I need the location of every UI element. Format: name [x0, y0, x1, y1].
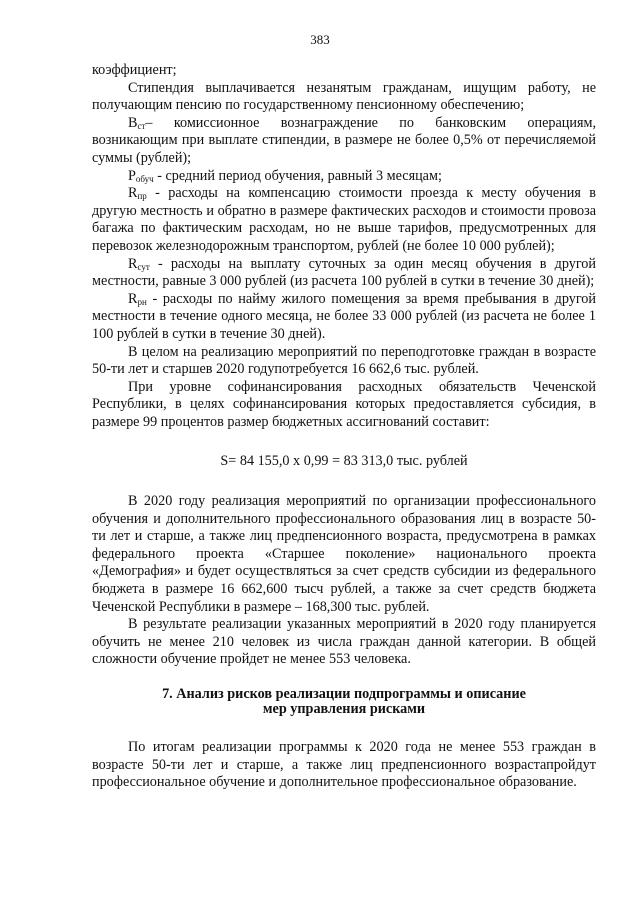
- symbol-p-subscript: обуч: [135, 173, 154, 184]
- page-number: 383: [310, 32, 330, 47]
- symbol-r-pr: R: [128, 185, 138, 202]
- study-period-text: - средний период обучения, равный 3 месяцам;: [153, 167, 442, 184]
- section-heading-line2: мер управления рисками: [262, 701, 426, 717]
- symbol-r-rn-subscript: рн: [137, 296, 147, 307]
- paragraph-daily-allowance: [92, 256, 596, 291]
- housing-text: - расходы по найму жилого помещения за время пребывания в другой местности в течение одного месяца, не более 33 000 рублей (из расчета не более 1 100 рублей в сутки в течение 30 дней).: [92, 290, 596, 342]
- travel-costs-text: - расходы на компенсацию стоимости проезда к месту обучения в другую местность и обратно в размере фактических расходов и стоимости провоза багажа по фактическим расходам, но не выше тарифов, предусмотренных для перевозок железнодорожным транспортом, рублей (не более 10 000 рублей);: [92, 185, 596, 254]
- paragraph-commission: [92, 115, 596, 168]
- commission-text: – комиссионное вознаграждение по банковским операциям, возникающим при выплате стипендии, в размере не более 0,5% от перечисляемой суммы (рублей);: [92, 114, 596, 166]
- symbol-r-pr-subscript: пр: [137, 191, 147, 202]
- paragraph-total-cost: В целом на реализацию мероприятий по переподготовке граждан в возрасте 50-ти лет и старшев 2020 годупотребуется 16 662,6 тыс. рублей.: [92, 343, 596, 378]
- symbol-p: Р: [128, 167, 136, 184]
- symbol-b: В: [128, 114, 138, 131]
- symbol-r-rn: R: [128, 290, 138, 307]
- paragraph-stipend: Стипендия выплачивается незанятым гражданам, ищущим работу, не получающим пенсию по государственному пенсионному обеспечению;: [92, 79, 596, 114]
- symbol-r-sut-subscript: сут: [137, 261, 150, 272]
- symbol-r-sut: R: [128, 255, 138, 272]
- symbol-b-subscript: ст: [137, 120, 146, 131]
- paragraph-implementation: В 2020 году реализация мероприятий по организации профессионального обучения и дополнительного профессионального образования лиц в возрасте 50-ти лет и старше, а также лиц предпенсионного возраста, предусмотрена в рамках федерального проекта «Старшее поколение» национального проекта «Демография» и будет осуществляться за счет средств субсидии из федерального бюджета в размере 16 662,600 тысч рублей, а также за счет средств бюджета Чеченской Республики в размере – 168,300 тыс. рублей.: [92, 493, 596, 615]
- paragraph-housing: [92, 291, 596, 344]
- daily-allowance-text: - расходы на выплату суточных за один месяц обучения в другой местности, равные 3 000 рублей (из расчета 100 рублей в сутки в течение 30 дней);: [92, 255, 596, 290]
- document-body: [92, 62, 596, 792]
- paragraph-travel-costs: [92, 185, 596, 255]
- paragraph-cofinancing: При уровне софинансирования расходных обязательств Чеченской Республики, в целях софинансирования которых предоставляется субсидия, в размере 99 процентов размер бюджетных ассигнований составит:: [92, 378, 596, 430]
- formula: S= 84 155,0 х 0,99 = 83 313,0 тыс. рублей: [220, 453, 468, 470]
- paragraph-study-period: [92, 168, 596, 186]
- paragraph-summary: По итогам реализации программы к 2020 года не менее 553 граждан в возрасте 50-ти лет и старше, а также лиц предпенсионного возрастапройдут профессиональное обучение и дополнительное профессиональное образование.: [92, 739, 596, 791]
- section-heading-line1: 7. Анализ рисков реализации подпрограммы и описание: [162, 686, 526, 702]
- section-heading: [92, 687, 596, 717]
- paragraph-coefficient: коэффициент;: [92, 62, 177, 78]
- paragraph-results: В результате реализации указанных мероприятий в 2020 году планируется обучить не менее 210 человек из числа граждан данной категории. В общей сложности обучение пройдет не менее 553 человека.: [92, 616, 596, 668]
